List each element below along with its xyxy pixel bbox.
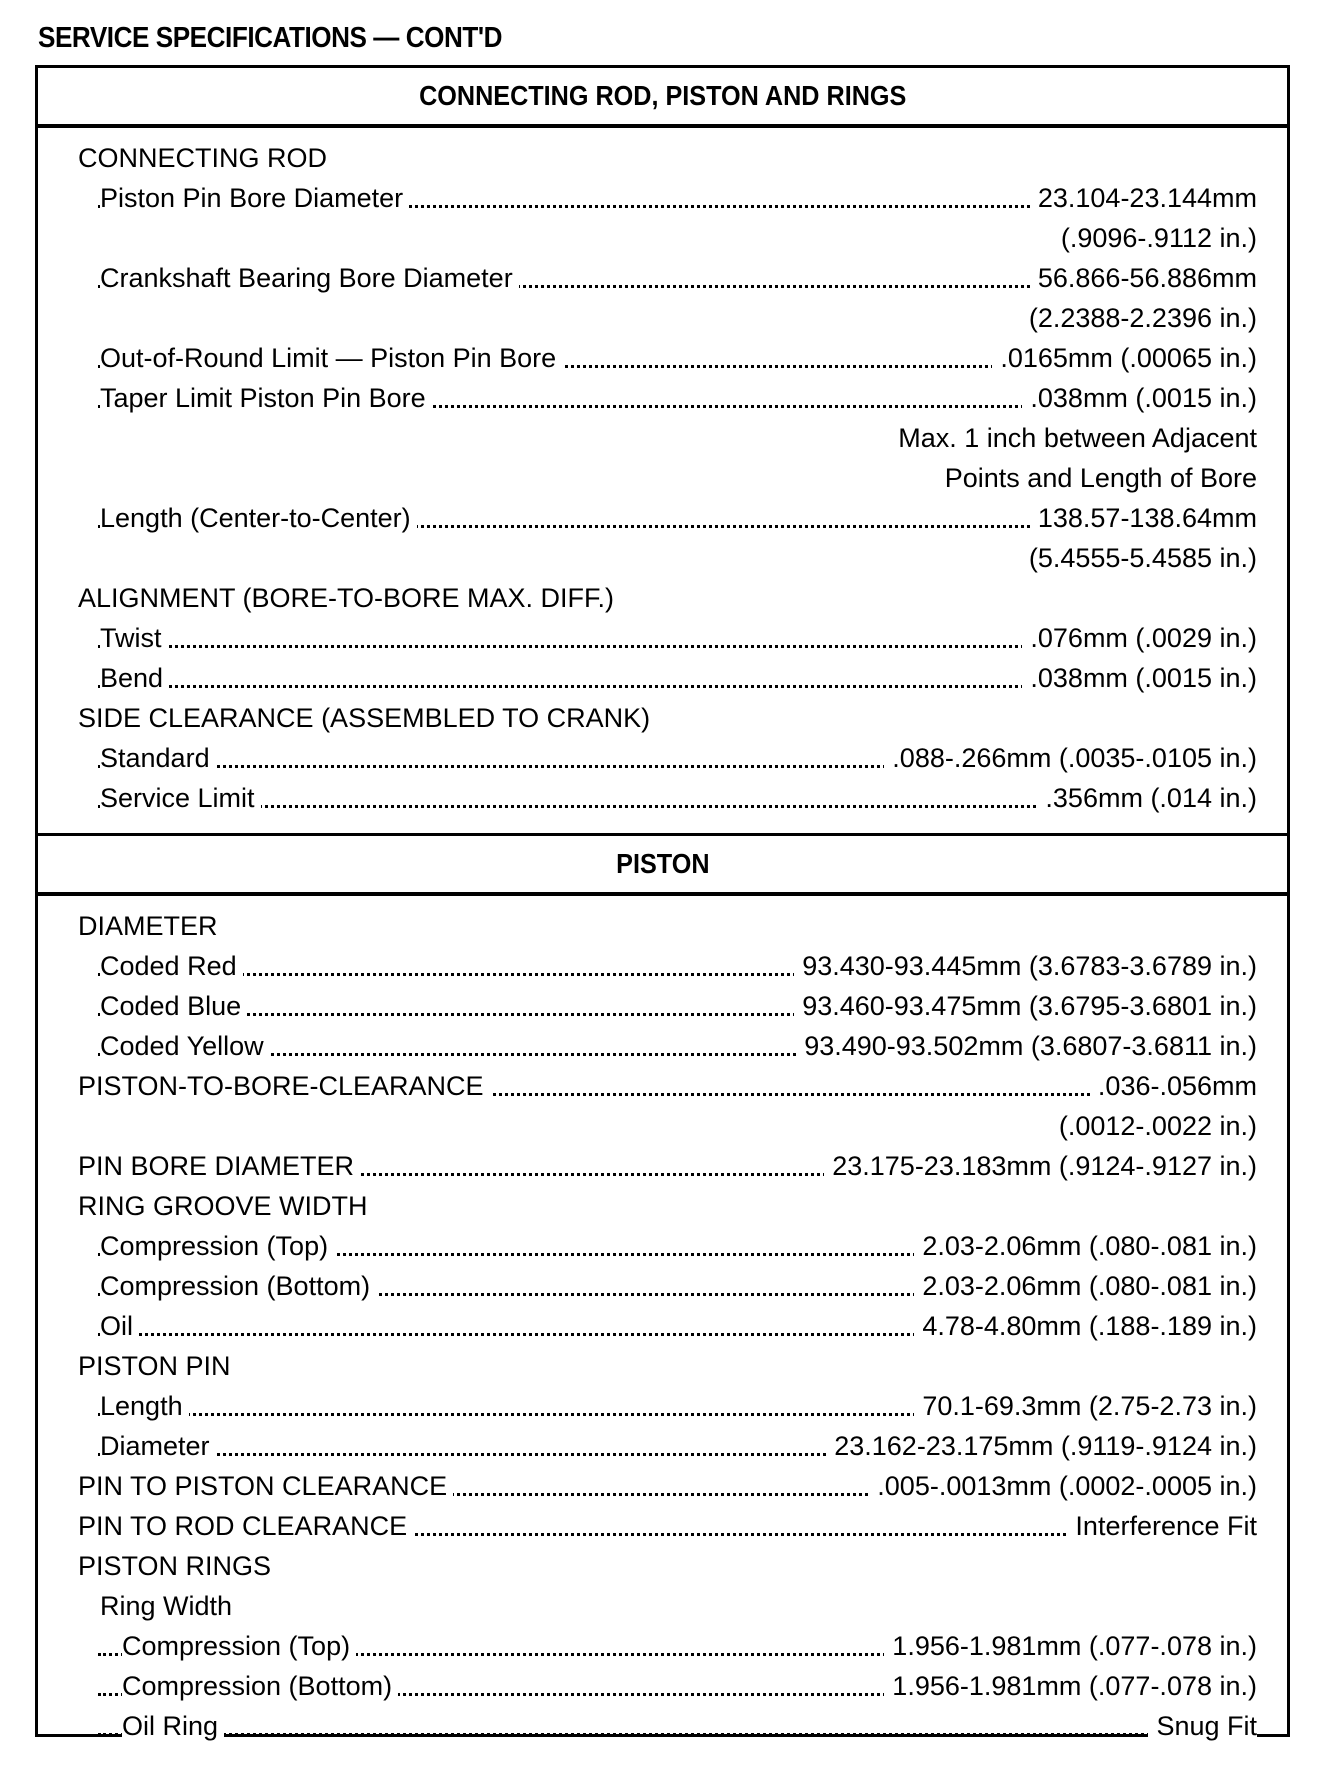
spec-row xyxy=(38,338,1287,378)
spec-label: Piston Pin Bore Diameter xyxy=(100,183,409,214)
spec-value: (2.2388-2.2396 in.) xyxy=(1021,303,1257,334)
spec-row xyxy=(38,1346,1287,1386)
spec-row xyxy=(38,778,1287,818)
spec-value: 56.866-56.886mm xyxy=(1030,263,1257,294)
spec-row xyxy=(38,698,1287,738)
spec-row xyxy=(38,1386,1287,1426)
spec-label: Twist xyxy=(100,623,168,654)
spec-value: .088-.266mm (.0035-.0105 in.) xyxy=(884,743,1257,774)
spec-value: 93.460-93.475mm (3.6795-3.6801 in.) xyxy=(794,991,1257,1022)
spec-label: Ring Width xyxy=(100,1591,238,1622)
spec-label: Service Limit xyxy=(100,783,261,814)
spec-row xyxy=(38,1066,1287,1106)
section-connecting-rod-piston-rings xyxy=(35,65,1290,835)
spec-label: Compression (Top) xyxy=(100,1231,334,1262)
spec-value: (.0012-.0022 in.) xyxy=(1051,1111,1257,1142)
spec-value: 138.57-138.64mm xyxy=(1030,503,1257,534)
spec-label: Compression (Bottom) xyxy=(100,1271,376,1302)
spec-row xyxy=(38,1146,1287,1186)
spec-row xyxy=(38,578,1287,618)
spec-value: 23.104-23.144mm xyxy=(1030,183,1257,214)
spec-label: PISTON RINGS xyxy=(78,1551,277,1582)
spec-label: Compression (Bottom) xyxy=(122,1671,398,1702)
spec-label: PIN TO PISTON CLEARANCE xyxy=(78,1471,453,1502)
spec-label: DIAMETER xyxy=(78,911,224,942)
spec-label: RING GROOVE WIDTH xyxy=(78,1191,374,1222)
spec-value: 4.78-4.80mm (.188-.189 in.) xyxy=(914,1311,1257,1342)
spec-value: .036-.056mm xyxy=(1090,1071,1257,1102)
spec-value: 2.03-2.06mm (.080-.081 in.) xyxy=(914,1231,1257,1262)
spec-value: 23.175-23.183mm (.9124-.9127 in.) xyxy=(824,1151,1257,1182)
section-header xyxy=(38,68,1287,128)
spec-label: CONNECTING ROD xyxy=(78,143,333,174)
spec-value: (5.4555-5.4585 in.) xyxy=(1021,543,1257,574)
spec-row xyxy=(38,1706,1287,1746)
spec-row xyxy=(38,738,1287,778)
spec-row xyxy=(38,1306,1287,1346)
spec-value: .0165mm (.00065 in.) xyxy=(992,343,1257,374)
spec-label: PIN TO ROD CLEARANCE xyxy=(78,1511,413,1542)
spec-row xyxy=(38,138,1287,178)
spec-row xyxy=(38,906,1287,946)
spec-value: (.9096-.9112 in.) xyxy=(1053,223,1257,254)
spec-value: Points and Length of Bore xyxy=(937,463,1257,494)
spec-row xyxy=(38,986,1287,1026)
spec-value: .356mm (.014 in.) xyxy=(1037,783,1257,814)
spec-value: 1.956-1.981mm (.077-.078 in.) xyxy=(884,1671,1257,1702)
spec-label: PISTON PIN xyxy=(78,1351,237,1382)
spec-row xyxy=(38,1226,1287,1266)
spec-row xyxy=(38,178,1287,218)
spec-row xyxy=(38,618,1287,658)
spec-value: 93.430-93.445mm (3.6783-3.6789 in.) xyxy=(794,951,1257,982)
spec-row-continuation xyxy=(38,1106,1287,1146)
spec-row xyxy=(38,1666,1287,1706)
spec-label: Coded Red xyxy=(100,951,243,982)
section-header xyxy=(38,836,1287,896)
spec-row xyxy=(38,1506,1287,1546)
spec-label: SIDE CLEARANCE (ASSEMBLED TO CRANK) xyxy=(78,703,656,734)
page-title: SERVICE SPECIFICATIONS — CONT'D xyxy=(38,22,503,54)
spec-label: Coded Yellow xyxy=(100,1031,270,1062)
spec-value: .076mm (.0029 in.) xyxy=(1022,623,1257,654)
spec-value: .038mm (.0015 in.) xyxy=(1022,383,1257,414)
spec-row xyxy=(38,1026,1287,1066)
spec-row xyxy=(38,1626,1287,1666)
spec-value: .038mm (.0015 in.) xyxy=(1022,663,1257,694)
spec-label: Oil Ring xyxy=(122,1711,224,1742)
spec-label: Compression (Top) xyxy=(122,1631,356,1662)
spec-label: Length xyxy=(100,1391,189,1422)
spec-value: 93.490-93.502mm (3.6807-3.6811 in.) xyxy=(796,1031,1257,1062)
spec-row xyxy=(38,1466,1287,1506)
spec-value: 70.1-69.3mm (2.75-2.73 in.) xyxy=(914,1391,1257,1422)
spec-label: PIN BORE DIAMETER xyxy=(78,1151,360,1182)
spec-label: PISTON-TO-BORE-CLEARANCE xyxy=(78,1071,490,1102)
spec-row xyxy=(38,1586,1287,1626)
spec-value: 23.162-23.175mm (.9119-.9124 in.) xyxy=(826,1431,1257,1462)
section-piston xyxy=(35,833,1290,1741)
spec-row-continuation xyxy=(38,458,1287,498)
spec-label: Length (Center-to-Center) xyxy=(100,503,417,534)
spec-label: Standard xyxy=(100,743,216,774)
spec-row xyxy=(38,498,1287,538)
spec-row-continuation xyxy=(38,298,1287,338)
spec-list xyxy=(38,896,1287,1746)
spec-value: Snug Fit xyxy=(1148,1711,1257,1742)
spec-label: Coded Blue xyxy=(100,991,247,1022)
spec-row xyxy=(38,658,1287,698)
spec-row xyxy=(38,1546,1287,1586)
spec-row xyxy=(38,1426,1287,1466)
section-header-label: PISTON xyxy=(615,848,710,879)
spec-row xyxy=(38,1266,1287,1306)
spec-row-continuation xyxy=(38,538,1287,578)
spec-row-continuation xyxy=(38,418,1287,458)
spec-value: Max. 1 inch between Adjacent xyxy=(890,423,1257,454)
spec-label: Bend xyxy=(100,663,169,694)
spec-label: Crankshaft Bearing Bore Diameter xyxy=(100,263,519,294)
spec-label: Oil xyxy=(100,1311,139,1342)
spec-value: Interference Fit xyxy=(1067,1511,1257,1542)
spec-value: 2.03-2.06mm (.080-.081 in.) xyxy=(914,1271,1257,1302)
spec-label: Diameter xyxy=(100,1431,216,1462)
spec-value: 1.956-1.981mm (.077-.078 in.) xyxy=(884,1631,1257,1662)
spec-label: Out-of-Round Limit — Piston Pin Bore xyxy=(100,343,562,374)
spec-row xyxy=(38,1186,1287,1226)
spec-label: Taper Limit Piston Pin Bore xyxy=(100,383,432,414)
spec-row xyxy=(38,258,1287,298)
spec-list xyxy=(38,128,1287,818)
spec-row xyxy=(38,378,1287,418)
section-header-label: CONNECTING ROD, PISTON AND RINGS xyxy=(418,80,907,111)
spec-label: ALIGNMENT (BORE-TO-BORE MAX. DIFF.) xyxy=(78,583,620,614)
spec-row xyxy=(38,946,1287,986)
spec-row-continuation xyxy=(38,218,1287,258)
spec-value: .005-.0013mm (.0002-.0005 in.) xyxy=(869,1471,1257,1502)
